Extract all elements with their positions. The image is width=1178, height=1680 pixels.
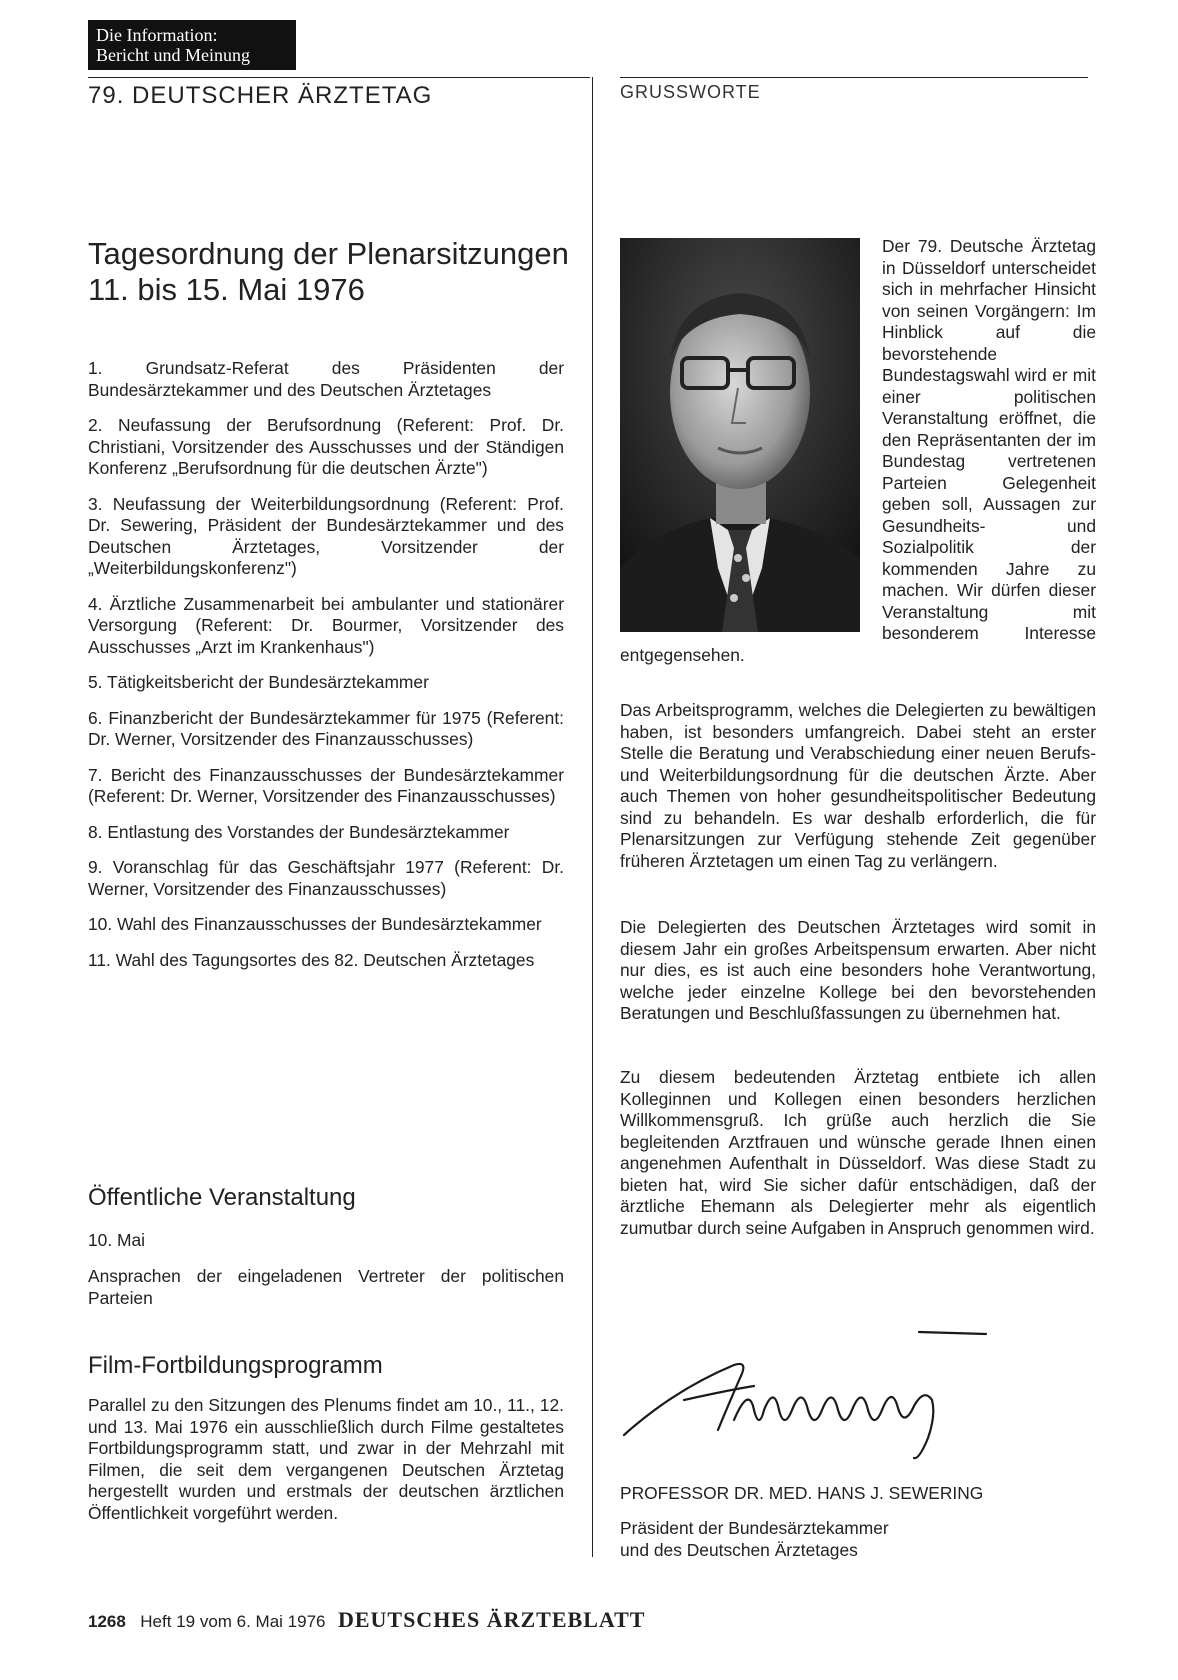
greeting-paragraph-4: Zu diesem bedeutenden Ärztetag entbiete ich allen Kolleginnen und Kollegen einen besonders herzlichen Willkommensgruß. Ich grüße auch herzlich die Sie begleitenden Arztfrauen und wünsche gerade Ihnen einen angenehmen Aufenthalt in Düsseldorf. Was diese Stadt zu bieten hat, wird Sie sicher dafür entschädigen, daß der ärztliche Ehemann als Delegierter mehr als eigentlich zumutbar durch seine Aufgaben in Anspruch genommen wird. — [620, 1067, 1096, 1238]
handwritten-signature — [614, 1320, 1034, 1465]
badge-line-2: Bericht und Meinung — [96, 45, 250, 65]
header-rule-left — [88, 77, 590, 78]
agenda-item: 11. Wahl des Tagungsortes des 82. Deutschen Ärztetages — [88, 949, 535, 970]
agenda-item: 3. Neufassung der Weiterbildungsordnung (Referent: Prof. Dr. Sewering, Präsident der Bundesärztekammer und des Deutschen Ärztetages, Vorsitzender der „Weiterbildungskonferenz") — [88, 493, 564, 578]
agenda-item: 9. Voranschlag für das Geschäftsjahr 1977 (Referent: Dr. Werner, Vorsitzender des Finanzausschusses) — [88, 857, 564, 899]
issue-info: Heft 19 vom 6. Mai 1976 — [140, 1612, 326, 1631]
agenda-item: 8. Entlastung des Vorstandes der Bundesärztekammer — [88, 821, 510, 842]
agenda-list — [88, 358, 564, 985]
agenda-item: 5. Tätigkeitsbericht der Bundesärztekammer — [88, 672, 429, 692]
greeting-paragraph-3: Die Delegierten des Deutschen Ärztetages wird somit in diesem Jahr ein großes Arbeitspensum erwarten. Aber nicht nur dies, es ist auch eine besonders hohe Verantwortung, welche jeder einzelne Kollege bei den bevorstehenden Beratungen und Beschlußfassungen zu übernehmen hat. — [620, 917, 1096, 1023]
page-title — [88, 236, 568, 308]
public-event-date: 10. Mai — [88, 1230, 146, 1250]
public-event-heading: Öffentliche Veranstaltung — [88, 1184, 356, 1211]
signer-title — [620, 1518, 1096, 1561]
column-header: GRUSSWORTE — [620, 82, 761, 102]
title-line-2: 11. bis 15. Mai 1976 — [88, 272, 365, 307]
agenda-item: 7. Bericht des Finanzausschusses der Bundesärztekammer (Referent: Dr. Werner, Vorsitzender des Finanzausschusses) — [88, 764, 564, 806]
agenda-item: 10. Wahl des Finanzausschusses der Bundesärztekammer — [88, 914, 542, 934]
public-event-text: Ansprachen der eingeladenen Vertreter der politischen Parteien — [88, 1266, 564, 1308]
badge-line-1: Die Information: — [96, 25, 218, 45]
agenda-item: 2. Neufassung der Berufsordnung (Referent: Prof. Dr. Christiani, Vorsitzender des Ausschusses und der Ständigen Konferenz „Berufsordnung für die deutschen Ärzte") — [88, 415, 564, 478]
agenda-item: 4. Ärztliche Zusammenarbeit bei ambulanter und stationärer Versorgung (Referent: Dr. Bourmer, Vorsitzender des Ausschusses „Arzt im Krankenhaus") — [88, 593, 564, 657]
photo-spacer — [620, 236, 882, 638]
agenda-item: 1. Grundsatz-Referat des Präsidenten der Bundesärztekammer und des Deutschen Ärztetages — [88, 358, 564, 400]
signer-name: PROFESSOR DR. MED. HANS J. SEWERING — [620, 1483, 984, 1503]
film-program-text: Parallel zu den Sitzungen des Plenums findet am 10., 11., 12. und 13. Mai 1976 ein ausschließlich durch Filme gestaltetes Fortbildungsprogramm statt, und zwar in der Mehrzahl mit Filmen, die seit dem vergangenen Deutschen Ärztetag hergestellt wurden und erstmals der deutschen ärztlichen Öffentlichkeit vorgeführt werden. — [88, 1395, 564, 1523]
section-header: 79. DEUTSCHER ÄRZTETAG — [88, 82, 433, 109]
page-number: 1268 — [88, 1612, 126, 1631]
page-footer — [88, 1607, 645, 1633]
header-rule-right — [620, 77, 1088, 78]
greeting-paragraph-2: Das Arbeitsprogramm, welches die Delegierten zu bewältigen haben, ist besonders umfangreich. Dabei steht an erster Stelle die Beratung und Verabschiedung einer neuen Berufs- und Weiterbildungsordnung für die deutschen Ärzte. Aber auch Themen von hoher gesundheitspolitischer Bedeutung sind zu behandeln. Es war deshalb erforderlich, die für Plenarsitzungen zur Verfügung stehende Zeit gegenüber früheren Ärztetagen um einen Tag zu verlängern. — [620, 700, 1096, 871]
column-divider — [592, 77, 593, 1557]
agenda-item: 6. Finanzbericht der Bundesärztekammer für 1975 (Referent: Dr. Werner, Vorsitzender des Finanzausschusses) — [88, 707, 564, 749]
magazine-name: DEUTSCHES ÄRZTEBLATT — [337, 1607, 646, 1632]
section-badge — [88, 20, 296, 70]
greeting-paragraph-1-text: Der 79. Deutsche Ärztetag in Düsseldorf unterscheidet sich in mehrfacher Hinsicht von seinen Vorgängern: Im Hinblick auf die bevorstehende Bundestagswahl wird er mit einer politischen Veranstaltung eröffnet, die den Repräsentanten der im Bundestag vertretenen Parteien Gelegenheit geben soll, Aussagen zur Gesundheits- und Sozialpolitik der kommenden Jahre zu machen. Wir dürfen dieser Veranstaltung mit besonderem Interesse entgegensehen. — [620, 236, 1096, 665]
signer-title-line-1: Präsident der Bundesärztekammer — [620, 1518, 889, 1538]
greeting-paragraph-1 — [620, 236, 1096, 666]
film-program-heading: Film-Fortbildungsprogramm — [88, 1352, 383, 1379]
title-line-1: Tagesordnung der Plenarsitzungen — [88, 236, 569, 271]
signer-title-line-2: und des Deutschen Ärztetages — [620, 1539, 858, 1560]
